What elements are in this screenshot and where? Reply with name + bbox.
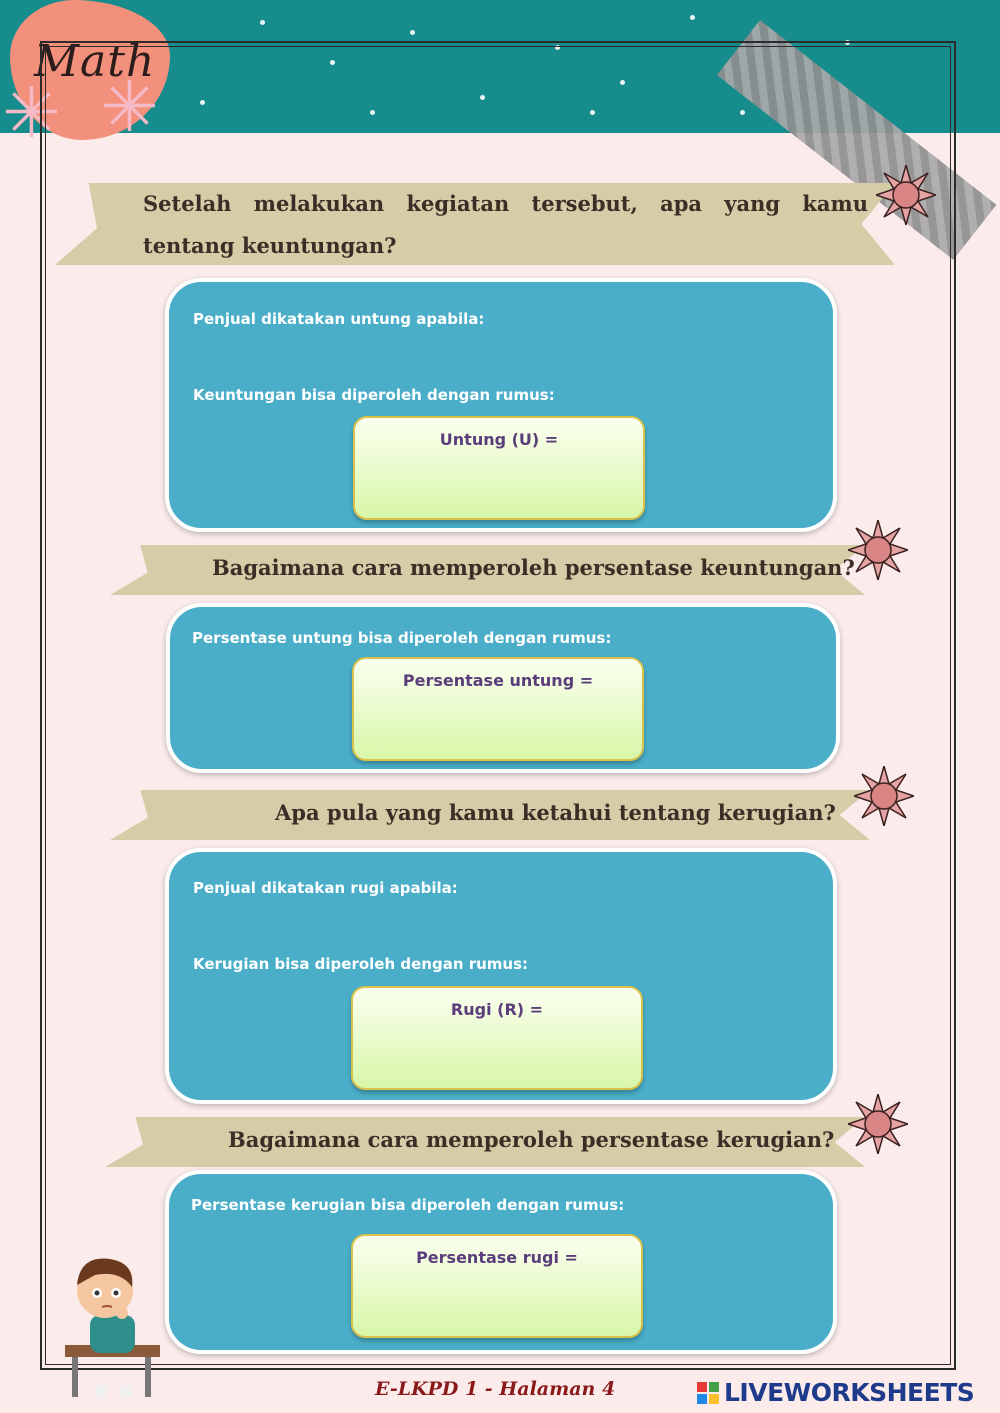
thinking-student-illustration <box>50 1245 165 1405</box>
question-text: Bagaimana cara memperoleh persentase keuntungan? <box>212 555 855 580</box>
formula-box[interactable] <box>352 657 644 761</box>
sun-icon <box>854 766 914 826</box>
formula-label: Persentase untung = <box>402 671 594 690</box>
star-dot <box>690 15 695 20</box>
question-text: Apa pula yang kamu ketahui tentang kerugian? <box>275 800 836 825</box>
brand-name: LIVEWORKSHEETS <box>724 1378 975 1407</box>
flower-icon: ✳ <box>100 66 159 148</box>
card-label: Kerugian bisa diperoleh dengan rumus: <box>193 955 529 973</box>
question-text-line2: tentang keuntungan? <box>143 233 397 258</box>
sun-icon <box>848 1094 908 1154</box>
question-text-line1: Setelah melakukan kegiatan tersebut, apa yang kamu <box>143 191 868 216</box>
answer-card <box>165 1170 837 1354</box>
sun-icon <box>876 165 936 225</box>
question-text: Bagaimana cara memperoleh persentase kerugian? <box>228 1127 835 1152</box>
card-label: Penjual dikatakan rugi apabila: <box>193 879 458 897</box>
card-label: Persentase untung bisa diperoleh dengan rumus: <box>192 629 612 647</box>
card-label: Persentase kerugian bisa diperoleh dengan rumus: <box>191 1196 625 1214</box>
answer-card <box>166 603 840 773</box>
card-label: Penjual dikatakan untung apabila: <box>193 310 485 328</box>
page-title: Math <box>34 36 156 87</box>
answer-card <box>165 278 837 532</box>
sun-icon <box>848 520 908 580</box>
formula-box[interactable] <box>351 986 643 1090</box>
formula-label: Rugi (R) = <box>450 1000 544 1019</box>
answer-card <box>165 848 837 1104</box>
formula-label: Persentase rugi = <box>416 1248 578 1267</box>
formula-box[interactable] <box>353 416 645 520</box>
card-label: Keuntungan bisa diperoleh dengan rumus: <box>193 386 555 404</box>
liveworksheets-logo-icon <box>697 1382 719 1404</box>
flower-icon: ✳ <box>2 72 61 154</box>
star-dot <box>260 20 265 25</box>
footer-page-label: E-LKPD 1 - Halaman 4 <box>375 1378 616 1400</box>
star-dot <box>410 30 415 35</box>
formula-label: Untung (U) = <box>439 430 559 449</box>
formula-box[interactable] <box>351 1234 643 1338</box>
